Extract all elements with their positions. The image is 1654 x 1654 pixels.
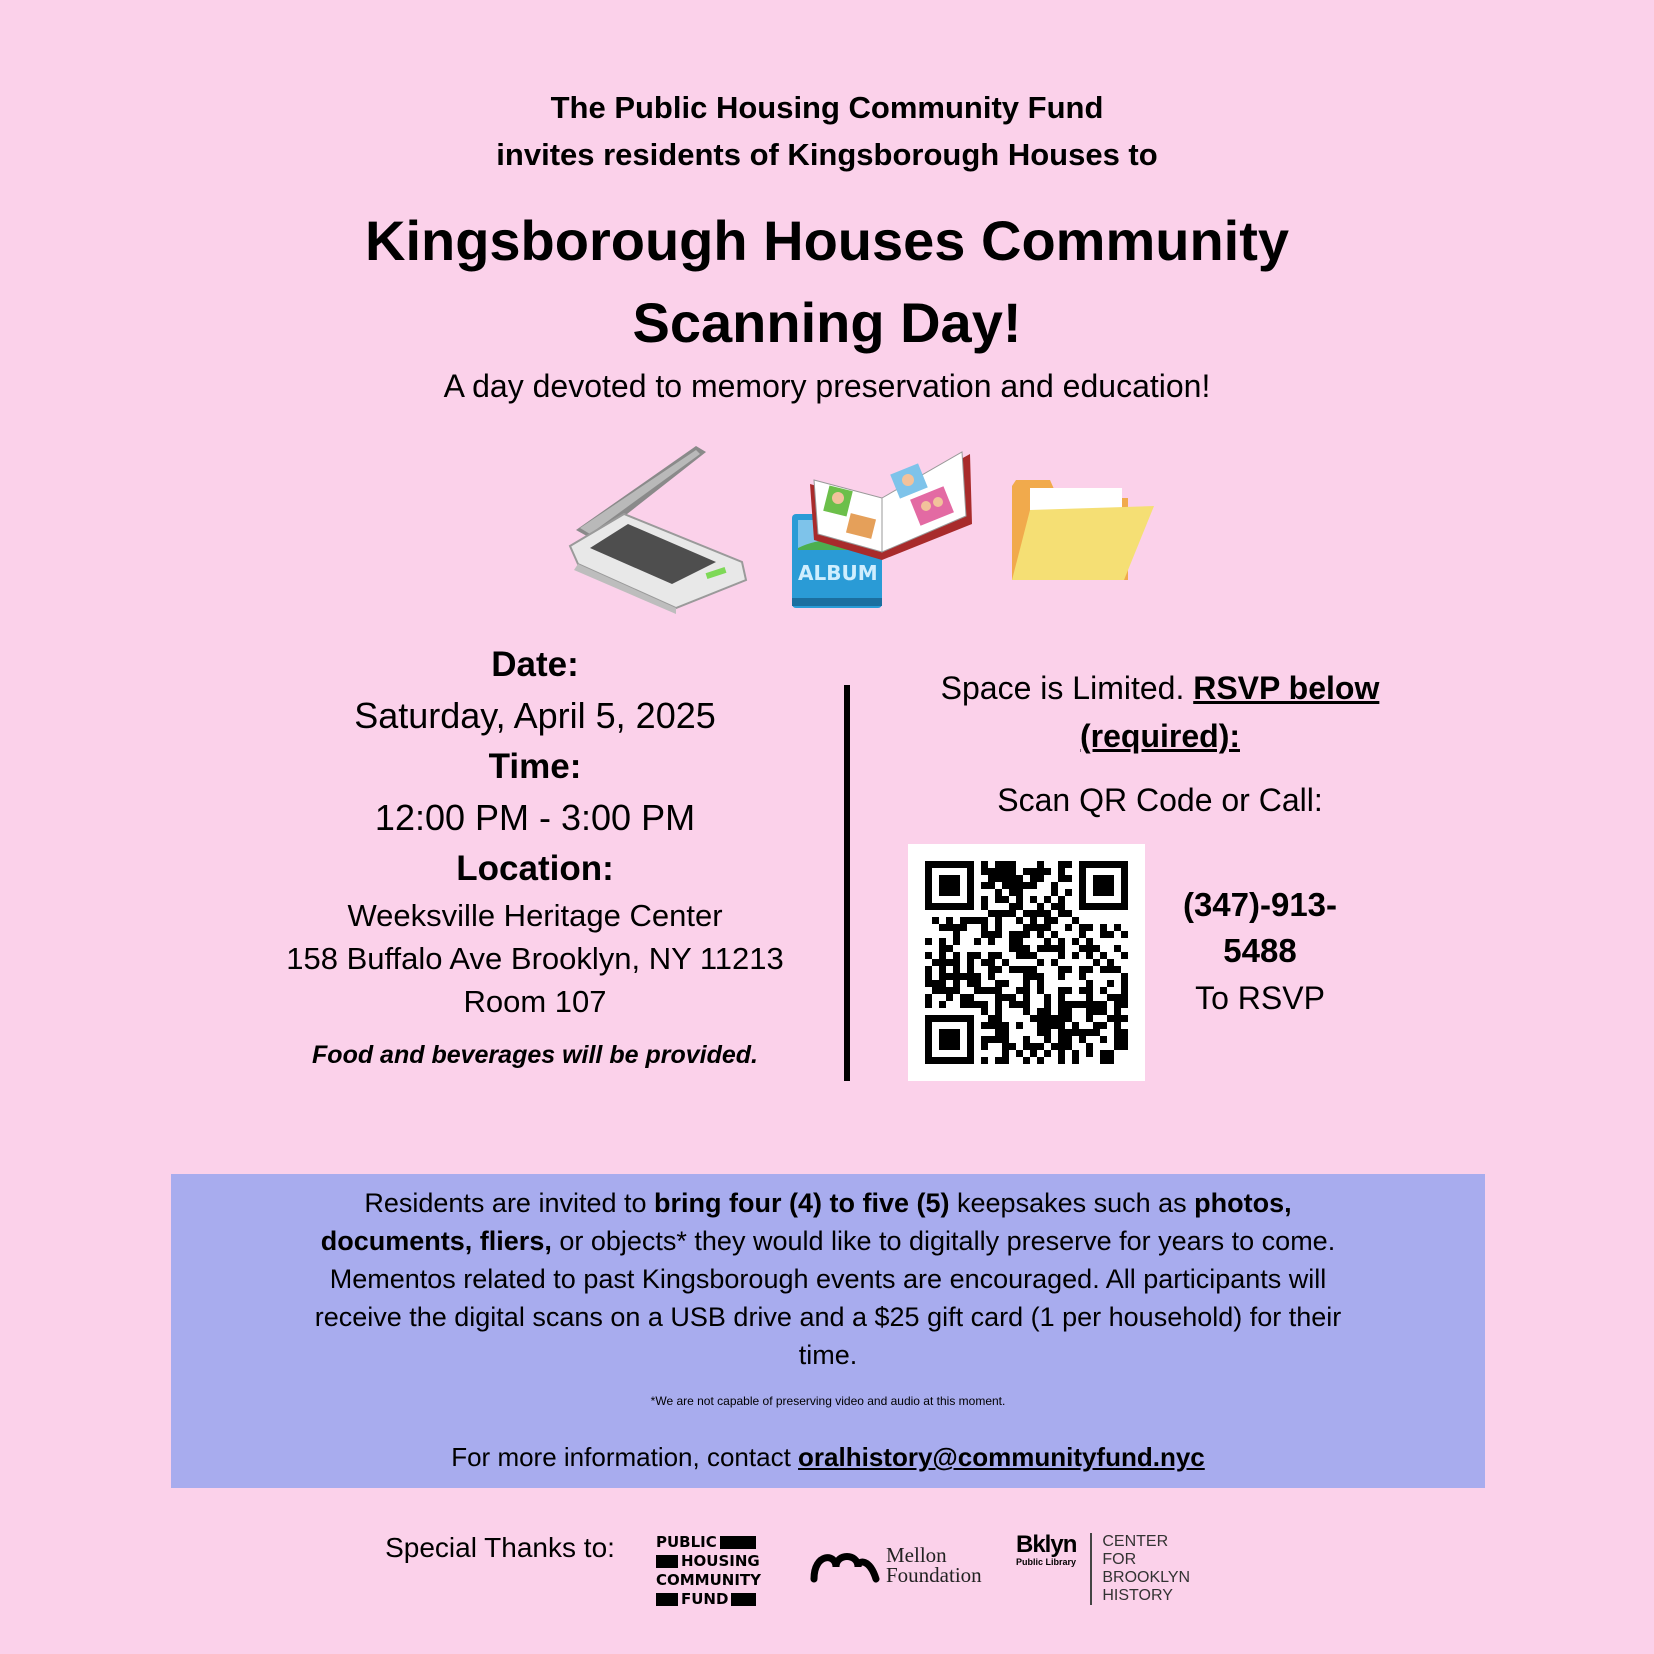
rsvp-link[interactable]: RSVP below (required):: [1080, 670, 1380, 754]
mellon-logo: [810, 1545, 982, 1585]
cbh-word-3: BROOKLYN: [1102, 1569, 1191, 1586]
contact-email-link[interactable]: oralhistory@communityfund.nyc: [798, 1442, 1205, 1472]
info-paragraph: [311, 1184, 1345, 1374]
bklyn-subtitle: Public Library: [1016, 1557, 1077, 1567]
info-text-2: keepsakes such as: [949, 1188, 1195, 1218]
album-label: ALBUM: [798, 561, 878, 585]
date-label: Date:: [491, 645, 579, 684]
event-date: Saturday, April 5, 2025: [354, 695, 716, 736]
location-name: Weeksville Heritage Center: [347, 898, 723, 933]
info-bold-1: bring four (4) to five (5): [654, 1188, 950, 1218]
inviter-heading: [0, 84, 1654, 178]
qr-code-icon: [908, 844, 1145, 1081]
vertical-divider: [844, 685, 850, 1081]
bklyn-wordmark: Bklyn: [1016, 1531, 1077, 1558]
bklyn-cbh-logo: [1016, 1533, 1190, 1605]
cbh-word-4: HISTORY: [1102, 1587, 1173, 1604]
cbh-word-2: FOR: [1102, 1551, 1137, 1568]
phcf-word-2: HOUSING: [681, 1552, 760, 1570]
illustration-row: [0, 438, 1654, 618]
space-limited-text: Space is Limited.: [940, 670, 1185, 706]
mellon-line-1: Mellon: [886, 1543, 947, 1567]
special-thanks: Special Thanks to:: [385, 1532, 615, 1563]
location-label: Location:: [456, 849, 614, 888]
info-text-1: Residents are invited to: [364, 1188, 655, 1218]
location-address: 158 Buffalo Ave Brooklyn, NY 11213: [286, 941, 784, 976]
page-subtitle: A day devoted to memory preservation and education!: [443, 368, 1211, 404]
contact-prefix: For more information, contact: [451, 1442, 799, 1472]
rsvp-panel: [880, 664, 1440, 1016]
rsvp-qr-code[interactable]: [908, 844, 1145, 1081]
time-label: Time:: [488, 747, 582, 786]
info-bold-2: photos, documents, fliers,: [320, 1188, 1292, 1256]
phone-block: [1160, 882, 1360, 1022]
info-text-3: or objects* they would like to digitally preserve for years to come. Mementos related to past Kingsborough events are encouraged. All participants will receive the digital scans on a USB drive and a $25 gift card (1 per household) for their time.: [314, 1226, 1342, 1370]
folder-icon: [1008, 474, 1154, 586]
rsvp-phone[interactable]: (347)-913-5488: [1182, 886, 1338, 969]
rsvp-heading: [880, 664, 1440, 760]
scan-instruction: Scan QR Code or Call:: [997, 782, 1323, 818]
inviter-line-1: The Public Housing Community Fund: [550, 90, 1104, 125]
logo-separator: [1090, 1533, 1092, 1605]
event-time: 12:00 PM - 3:00 PM: [374, 797, 696, 838]
phcf-word-4: FUND: [681, 1590, 729, 1608]
info-box: [171, 1174, 1485, 1488]
page-title: Kingsborough Houses Community Scanning Day!: [365, 209, 1289, 354]
contact-line: [311, 1442, 1345, 1473]
inviter-line-2: invites residents of Kingsborough Houses to: [496, 137, 1158, 172]
phcf-logo: [656, 1533, 762, 1609]
cbh-wordmark: [1102, 1533, 1190, 1605]
phcf-word-1: PUBLIC: [656, 1533, 717, 1551]
mellon-line-2: Foundation: [886, 1563, 982, 1587]
scanner-icon: [566, 442, 752, 614]
mellon-mark-icon: [810, 1545, 880, 1585]
footnote: *We are not capable of preserving video and audio at this moment.: [650, 1394, 1006, 1408]
photo-album-icon: [790, 444, 976, 612]
food-note: Food and beverages will be provided.: [312, 1041, 758, 1069]
phcf-word-3: COMMUNITY: [656, 1571, 762, 1589]
to-rsvp-label: To RSVP: [1195, 980, 1325, 1016]
location-room: Room 107: [463, 984, 607, 1019]
event-details: [230, 640, 840, 1070]
cbh-word-1: CENTER: [1102, 1533, 1169, 1550]
